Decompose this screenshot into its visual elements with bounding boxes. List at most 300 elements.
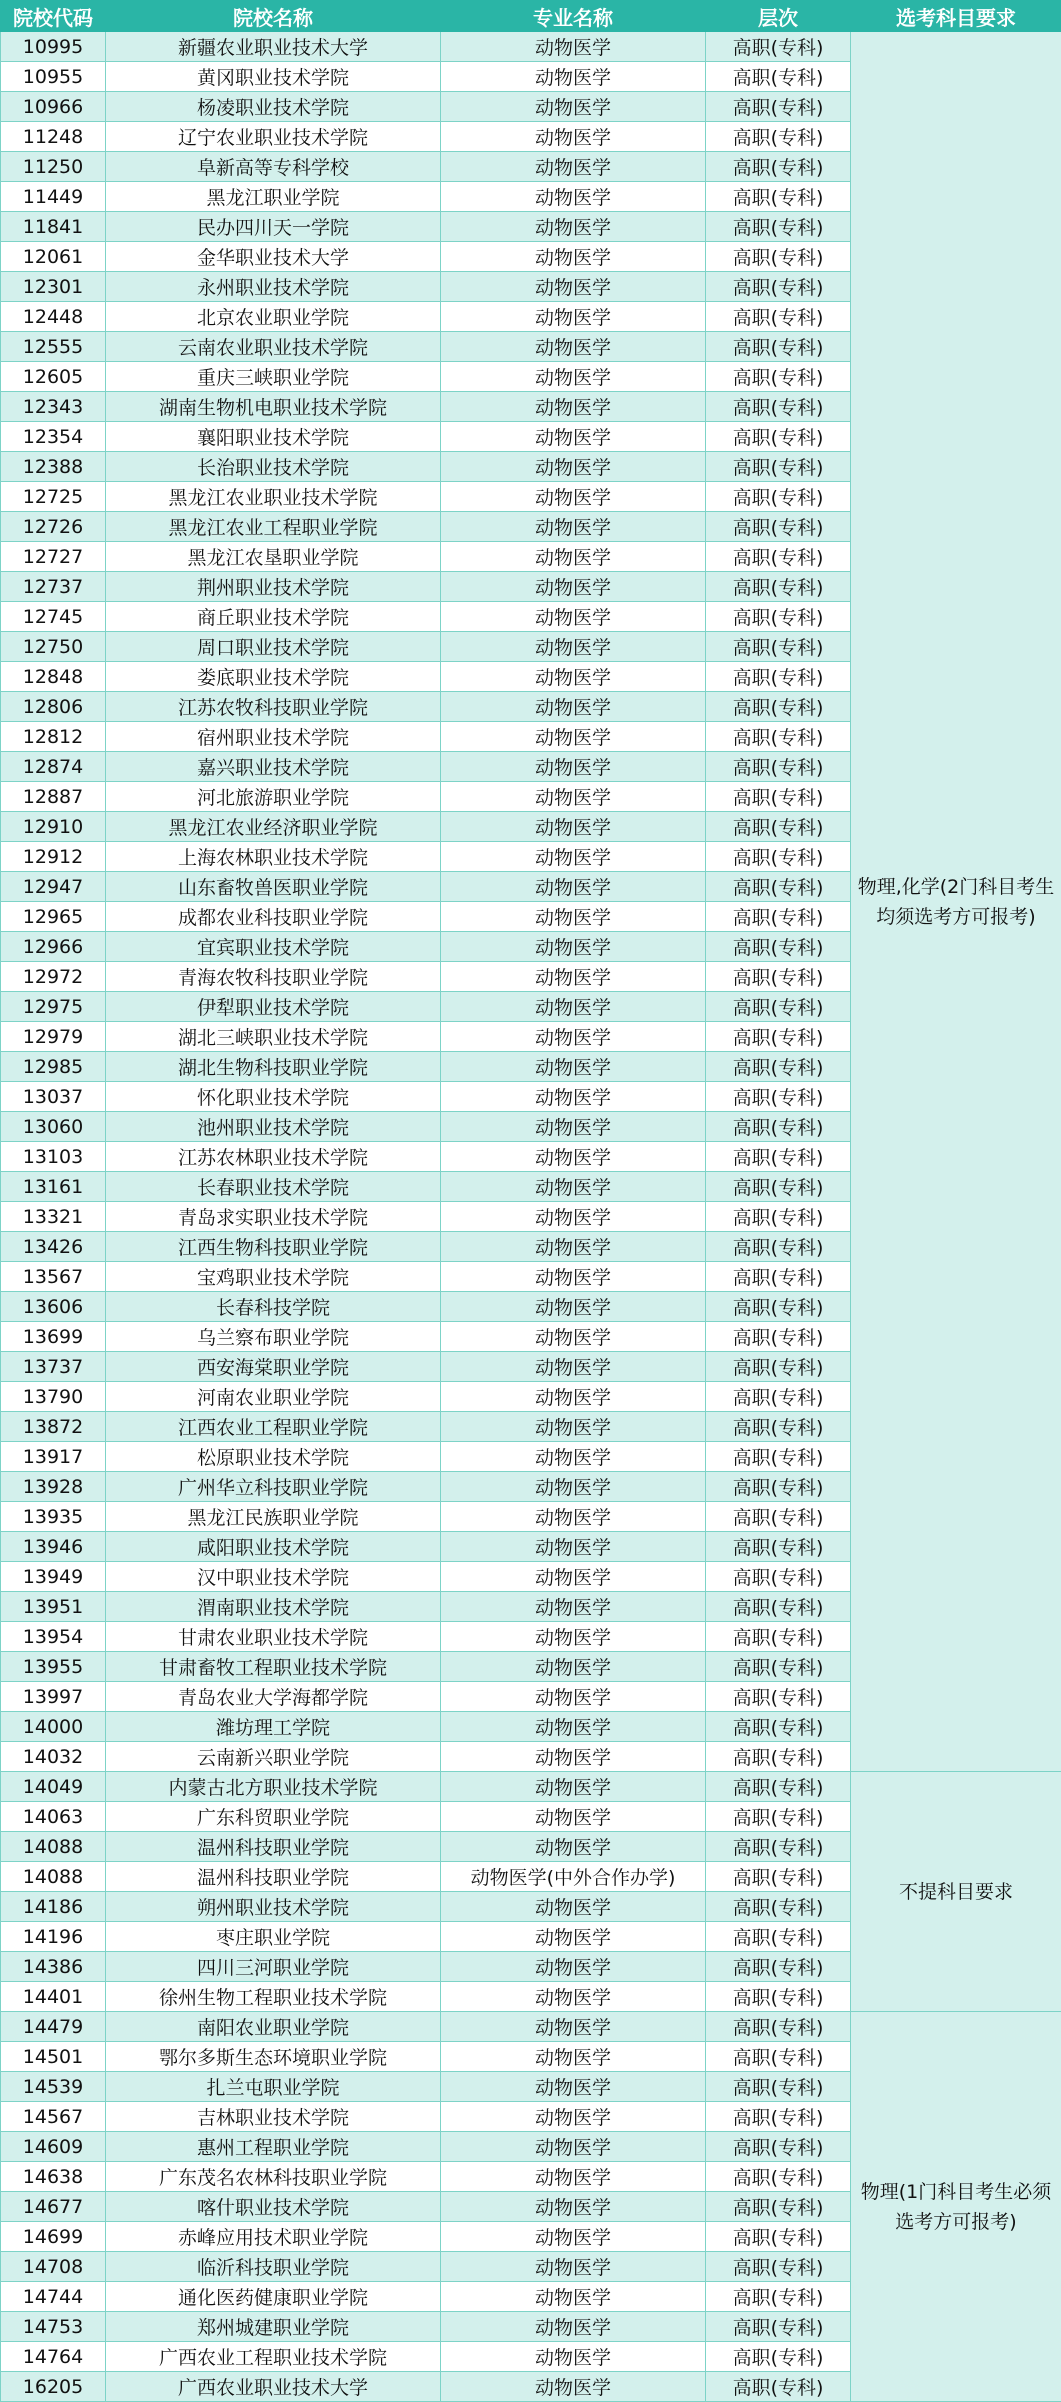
cell-level: 高职(专科) (706, 2012, 851, 2042)
cell-school-code: 13928 (1, 1472, 106, 1502)
cell-school-code: 13951 (1, 1592, 106, 1622)
cell-level: 高职(专科) (706, 2342, 851, 2372)
cell-school-code: 12972 (1, 962, 106, 992)
cell-school-name: 北京农业职业学院 (106, 302, 441, 332)
cell-school-name: 民办四川天一学院 (106, 212, 441, 242)
cell-level: 高职(专科) (706, 812, 851, 842)
cell-level: 高职(专科) (706, 1502, 851, 1532)
cell-major-name: 动物医学 (441, 1502, 706, 1532)
cell-school-code: 14032 (1, 1742, 106, 1772)
cell-school-name: 湖南生物机电职业技术学院 (106, 392, 441, 422)
cell-major-name: 动物医学 (441, 1412, 706, 1442)
cell-school-code: 14000 (1, 1712, 106, 1742)
cell-school-code: 10955 (1, 62, 106, 92)
cell-school-code: 12912 (1, 842, 106, 872)
cell-level: 高职(专科) (706, 2102, 851, 2132)
cell-major-name: 动物医学 (441, 2222, 706, 2252)
cell-major-name: 动物医学 (441, 212, 706, 242)
cell-school-code: 14063 (1, 1802, 106, 1832)
cell-level: 高职(专科) (706, 512, 851, 542)
cell-school-code: 12965 (1, 902, 106, 932)
cell-major-name: 动物医学 (441, 1772, 706, 1802)
cell-level: 高职(专科) (706, 692, 851, 722)
cell-school-code: 14501 (1, 2042, 106, 2072)
cell-school-name: 荆州职业技术学院 (106, 572, 441, 602)
cell-major-name: 动物医学 (441, 1322, 706, 1352)
cell-school-name: 松原职业技术学院 (106, 1442, 441, 1472)
cell-school-name: 黑龙江农垦职业学院 (106, 542, 441, 572)
cell-school-name: 宜宾职业技术学院 (106, 932, 441, 962)
cell-major-name: 动物医学 (441, 2042, 706, 2072)
cell-level: 高职(专科) (706, 1382, 851, 1412)
cell-major-name: 动物医学 (441, 1712, 706, 1742)
cell-school-name: 枣庄职业学院 (106, 1922, 441, 1952)
cell-major-name: 动物医学 (441, 1652, 706, 1682)
cell-school-name: 永州职业技术学院 (106, 272, 441, 302)
cell-level: 高职(专科) (706, 1292, 851, 1322)
cell-major-name: 动物医学 (441, 2192, 706, 2222)
cell-level: 高职(专科) (706, 2132, 851, 2162)
cell-level: 高职(专科) (706, 902, 851, 932)
cell-school-code: 13060 (1, 1112, 106, 1142)
cell-school-name: 潍坊理工学院 (106, 1712, 441, 1742)
cell-school-name: 汉中职业技术学院 (106, 1562, 441, 1592)
cell-level: 高职(专科) (706, 2162, 851, 2192)
cell-school-code: 14088 (1, 1862, 106, 1892)
cell-school-name: 成都农业科技职业学院 (106, 902, 441, 932)
cell-school-name: 扎兰屯职业学院 (106, 2072, 441, 2102)
table-body (1, 32, 1061, 2402)
cell-subject-requirement: 物理,化学(2门科目考生均须选考方可报考) (851, 32, 1061, 1772)
cell-school-code: 12725 (1, 482, 106, 512)
cell-major-name: 动物医学 (441, 2012, 706, 2042)
cell-school-name: 内蒙古北方职业技术学院 (106, 1772, 441, 1802)
cell-school-name: 广州华立科技职业学院 (106, 1472, 441, 1502)
cell-major-name: 动物医学 (441, 752, 706, 782)
header-major-name: 专业名称 (441, 1, 706, 32)
cell-school-code: 13426 (1, 1232, 106, 1262)
header-row (1, 1, 1061, 32)
cell-school-name: 江苏农牧科技职业学院 (106, 692, 441, 722)
cell-school-code: 12605 (1, 362, 106, 392)
cell-school-name: 湖北生物科技职业学院 (106, 1052, 441, 1082)
cell-level: 高职(专科) (706, 62, 851, 92)
cell-school-name: 怀化职业技术学院 (106, 1082, 441, 1112)
cell-school-code: 14753 (1, 2312, 106, 2342)
cell-level: 高职(专科) (706, 1112, 851, 1142)
cell-level: 高职(专科) (706, 1952, 851, 1982)
cell-level: 高职(专科) (706, 2312, 851, 2342)
cell-school-name: 青海农牧科技职业学院 (106, 962, 441, 992)
cell-level: 高职(专科) (706, 212, 851, 242)
cell-major-name: 动物医学 (441, 1802, 706, 1832)
cell-school-code: 12966 (1, 932, 106, 962)
cell-level: 高职(专科) (706, 1832, 851, 1862)
cell-major-name: 动物医学 (441, 782, 706, 812)
cell-level: 高职(专科) (706, 1532, 851, 1562)
cell-major-name: 动物医学 (441, 1832, 706, 1862)
cell-school-name: 云南新兴职业学院 (106, 1742, 441, 1772)
cell-school-name: 徐州生物工程职业技术学院 (106, 1982, 441, 2012)
cell-school-code: 12979 (1, 1022, 106, 1052)
cell-school-code: 12555 (1, 332, 106, 362)
cell-major-name: 动物医学 (441, 452, 706, 482)
cell-major-name: 动物医学 (441, 2282, 706, 2312)
table-row (1, 32, 1061, 62)
cell-major-name: 动物医学 (441, 962, 706, 992)
cell-school-code: 14638 (1, 2162, 106, 2192)
cell-major-name: 动物医学 (441, 812, 706, 842)
cell-school-code: 12061 (1, 242, 106, 272)
cell-school-code: 13161 (1, 1172, 106, 1202)
cell-school-name: 新疆农业职业技术大学 (106, 32, 441, 62)
cell-major-name: 动物医学 (441, 392, 706, 422)
cell-major-name: 动物医学 (441, 902, 706, 932)
cell-level: 高职(专科) (706, 1862, 851, 1892)
cell-school-code: 14186 (1, 1892, 106, 1922)
cell-school-code: 14708 (1, 2252, 106, 2282)
table-row (1, 2012, 1061, 2042)
cell-school-name: 通化医药健康职业学院 (106, 2282, 441, 2312)
cell-school-code: 13955 (1, 1652, 106, 1682)
cell-school-name: 娄底职业技术学院 (106, 662, 441, 692)
cell-school-code: 13872 (1, 1412, 106, 1442)
cell-school-name: 温州科技职业学院 (106, 1832, 441, 1862)
cell-school-code: 12975 (1, 992, 106, 1022)
cell-level: 高职(专科) (706, 1082, 851, 1112)
cell-school-name: 长治职业技术学院 (106, 452, 441, 482)
cell-school-name: 黑龙江民族职业学院 (106, 1502, 441, 1532)
cell-major-name: 动物医学 (441, 272, 706, 302)
cell-level: 高职(专科) (706, 422, 851, 452)
cell-level: 高职(专科) (706, 662, 851, 692)
cell-school-code: 12301 (1, 272, 106, 302)
cell-school-name: 宿州职业技术学院 (106, 722, 441, 752)
cell-school-code: 12887 (1, 782, 106, 812)
cell-school-name: 渭南职业技术学院 (106, 1592, 441, 1622)
cell-school-name: 喀什职业技术学院 (106, 2192, 441, 2222)
cell-school-name: 临沂科技职业学院 (106, 2252, 441, 2282)
cell-school-code: 12806 (1, 692, 106, 722)
cell-level: 高职(专科) (706, 2222, 851, 2252)
cell-level: 高职(专科) (706, 1352, 851, 1382)
cell-major-name: 动物医学 (441, 1142, 706, 1172)
cell-school-code: 13606 (1, 1292, 106, 1322)
cell-school-name: 西安海棠职业学院 (106, 1352, 441, 1382)
cell-level: 高职(专科) (706, 542, 851, 572)
cell-school-code: 12874 (1, 752, 106, 782)
cell-school-code: 14609 (1, 2132, 106, 2162)
cell-school-name: 商丘职业技术学院 (106, 602, 441, 632)
cell-level: 高职(专科) (706, 1172, 851, 1202)
cell-major-name: 动物医学 (441, 1982, 706, 2012)
cell-school-name: 南阳农业职业学院 (106, 2012, 441, 2042)
cell-major-name: 动物医学 (441, 1172, 706, 1202)
cell-major-name: 动物医学 (441, 602, 706, 632)
cell-major-name: 动物医学 (441, 242, 706, 272)
cell-level: 高职(专科) (706, 362, 851, 392)
cell-level: 高职(专科) (706, 1052, 851, 1082)
cell-school-name: 长春科技学院 (106, 1292, 441, 1322)
cell-school-name: 黄冈职业技术学院 (106, 62, 441, 92)
cell-level: 高职(专科) (706, 2282, 851, 2312)
cell-major-name: 动物医学 (441, 2102, 706, 2132)
cell-level: 高职(专科) (706, 1142, 851, 1172)
cell-school-code: 14479 (1, 2012, 106, 2042)
cell-level: 高职(专科) (706, 2042, 851, 2072)
cell-school-name: 上海农林职业技术学院 (106, 842, 441, 872)
cell-major-name: 动物医学 (441, 1922, 706, 1952)
cell-school-code: 13935 (1, 1502, 106, 1532)
cell-level: 高职(专科) (706, 782, 851, 812)
cell-major-name: 动物医学 (441, 302, 706, 332)
cell-level: 高职(专科) (706, 992, 851, 1022)
cell-level: 高职(专科) (706, 182, 851, 212)
cell-level: 高职(专科) (706, 1982, 851, 2012)
cell-level: 高职(专科) (706, 122, 851, 152)
cell-level: 高职(专科) (706, 632, 851, 662)
cell-school-name: 赤峰应用技术职业学院 (106, 2222, 441, 2252)
cell-level: 高职(专科) (706, 2192, 851, 2222)
cell-school-name: 河北旅游职业学院 (106, 782, 441, 812)
cell-school-name: 甘肃农业职业技术学院 (106, 1622, 441, 1652)
cell-school-name: 伊犁职业技术学院 (106, 992, 441, 1022)
cell-level: 高职(专科) (706, 1652, 851, 1682)
cell-school-code: 14088 (1, 1832, 106, 1862)
cell-school-code: 10995 (1, 32, 106, 62)
cell-school-code: 12354 (1, 422, 106, 452)
cell-major-name: 动物医学 (441, 1262, 706, 1292)
cell-level: 高职(专科) (706, 152, 851, 182)
cell-school-name: 嘉兴职业技术学院 (106, 752, 441, 782)
cell-school-name: 青岛求实职业技术学院 (106, 1202, 441, 1232)
cell-major-name: 动物医学 (441, 1562, 706, 1592)
cell-school-name: 江苏农林职业技术学院 (106, 1142, 441, 1172)
cell-school-name: 黑龙江农业经济职业学院 (106, 812, 441, 842)
cell-major-name: 动物医学 (441, 932, 706, 962)
cell-school-code: 14049 (1, 1772, 106, 1802)
cell-major-name: 动物医学 (441, 1472, 706, 1502)
cell-major-name: 动物医学(中外合作办学) (441, 1862, 706, 1892)
cell-school-code: 12727 (1, 542, 106, 572)
cell-major-name: 动物医学 (441, 1232, 706, 1262)
header-level: 层次 (706, 1, 851, 32)
cell-level: 高职(专科) (706, 1232, 851, 1262)
cell-school-code: 13997 (1, 1682, 106, 1712)
cell-level: 高职(专科) (706, 962, 851, 992)
cell-school-code: 13946 (1, 1532, 106, 1562)
cell-school-name: 河南农业职业学院 (106, 1382, 441, 1412)
cell-major-name: 动物医学 (441, 182, 706, 212)
cell-school-name: 长春职业技术学院 (106, 1172, 441, 1202)
cell-school-name: 重庆三峡职业学院 (106, 362, 441, 392)
cell-major-name: 动物医学 (441, 362, 706, 392)
cell-level: 高职(专科) (706, 242, 851, 272)
cell-major-name: 动物医学 (441, 482, 706, 512)
cell-major-name: 动物医学 (441, 992, 706, 1022)
cell-school-code: 12812 (1, 722, 106, 752)
cell-school-code: 12745 (1, 602, 106, 632)
cell-school-code: 13954 (1, 1622, 106, 1652)
cell-major-name: 动物医学 (441, 2312, 706, 2342)
cell-major-name: 动物医学 (441, 1952, 706, 1982)
cell-school-name: 青岛农业大学海都学院 (106, 1682, 441, 1712)
cell-level: 高职(专科) (706, 722, 851, 752)
cell-school-code: 12448 (1, 302, 106, 332)
cell-major-name: 动物医学 (441, 572, 706, 602)
cell-level: 高职(专科) (706, 1442, 851, 1472)
cell-school-code: 14386 (1, 1952, 106, 1982)
cell-level: 高职(专科) (706, 1412, 851, 1442)
cell-school-code: 13917 (1, 1442, 106, 1472)
cell-school-name: 温州科技职业学院 (106, 1862, 441, 1892)
cell-level: 高职(专科) (706, 1772, 851, 1802)
cell-major-name: 动物医学 (441, 542, 706, 572)
cell-school-code: 14764 (1, 2342, 106, 2372)
cell-level: 高职(专科) (706, 842, 851, 872)
cell-major-name: 动物医学 (441, 2072, 706, 2102)
cell-major-name: 动物医学 (441, 1382, 706, 1412)
cell-school-name: 乌兰察布职业学院 (106, 1322, 441, 1352)
cell-school-name: 江西生物科技职业学院 (106, 1232, 441, 1262)
cell-school-code: 13103 (1, 1142, 106, 1172)
cell-school-code: 14196 (1, 1922, 106, 1952)
cell-school-code: 11841 (1, 212, 106, 242)
cell-major-name: 动物医学 (441, 62, 706, 92)
cell-subject-requirement: 物理(1门科目考生必须选考方可报考) (851, 2012, 1061, 2402)
cell-school-code: 12737 (1, 572, 106, 602)
cell-school-code: 11449 (1, 182, 106, 212)
cell-school-name: 金华职业技术大学 (106, 242, 441, 272)
cell-school-name: 襄阳职业技术学院 (106, 422, 441, 452)
cell-level: 高职(专科) (706, 1322, 851, 1352)
cell-subject-requirement: 不提科目要求 (851, 1772, 1061, 2012)
cell-major-name: 动物医学 (441, 122, 706, 152)
cell-level: 高职(专科) (706, 1202, 851, 1232)
cell-school-code: 11248 (1, 122, 106, 152)
cell-level: 高职(专科) (706, 932, 851, 962)
cell-school-code: 13037 (1, 1082, 106, 1112)
cell-level: 高职(专科) (706, 302, 851, 332)
cell-school-name: 广东科贸职业学院 (106, 1802, 441, 1832)
table-row (1, 1772, 1061, 1802)
cell-major-name: 动物医学 (441, 2342, 706, 2372)
cell-school-code: 12848 (1, 662, 106, 692)
cell-level: 高职(专科) (706, 1892, 851, 1922)
cell-school-code: 14567 (1, 2102, 106, 2132)
cell-school-name: 阜新高等专科学校 (106, 152, 441, 182)
cell-level: 高职(专科) (706, 32, 851, 62)
cell-major-name: 动物医学 (441, 512, 706, 542)
cell-school-name: 鄂尔多斯生态环境职业学院 (106, 2042, 441, 2072)
cell-major-name: 动物医学 (441, 1292, 706, 1322)
cell-major-name: 动物医学 (441, 692, 706, 722)
cell-school-code: 13567 (1, 1262, 106, 1292)
cell-school-code: 13321 (1, 1202, 106, 1232)
cell-school-code: 12388 (1, 452, 106, 482)
cell-school-code: 12910 (1, 812, 106, 842)
cell-major-name: 动物医学 (441, 332, 706, 362)
cell-school-name: 周口职业技术学院 (106, 632, 441, 662)
cell-level: 高职(专科) (706, 1742, 851, 1772)
cell-school-name: 朔州职业技术学院 (106, 1892, 441, 1922)
cell-school-name: 黑龙江职业学院 (106, 182, 441, 212)
cell-school-name: 广西农业职业技术大学 (106, 2372, 441, 2402)
cell-level: 高职(专科) (706, 1712, 851, 1742)
cell-major-name: 动物医学 (441, 32, 706, 62)
cell-major-name: 动物医学 (441, 1742, 706, 1772)
cell-school-code: 12947 (1, 872, 106, 902)
cell-level: 高职(专科) (706, 1802, 851, 1832)
cell-major-name: 动物医学 (441, 1202, 706, 1232)
cell-school-code: 13699 (1, 1322, 106, 1352)
cell-major-name: 动物医学 (441, 152, 706, 182)
cell-major-name: 动物医学 (441, 92, 706, 122)
cell-level: 高职(专科) (706, 1922, 851, 1952)
cell-level: 高职(专科) (706, 752, 851, 782)
cell-school-code: 14677 (1, 2192, 106, 2222)
cell-school-name: 湖北三峡职业技术学院 (106, 1022, 441, 1052)
cell-major-name: 动物医学 (441, 722, 706, 752)
cell-level: 高职(专科) (706, 332, 851, 362)
cell-level: 高职(专科) (706, 2072, 851, 2102)
cell-school-code: 13790 (1, 1382, 106, 1412)
cell-major-name: 动物医学 (441, 842, 706, 872)
cell-major-name: 动物医学 (441, 1352, 706, 1382)
cell-major-name: 动物医学 (441, 1892, 706, 1922)
cell-school-name: 池州职业技术学院 (106, 1112, 441, 1142)
cell-major-name: 动物医学 (441, 1112, 706, 1142)
cell-school-code: 13737 (1, 1352, 106, 1382)
cell-level: 高职(专科) (706, 92, 851, 122)
cell-school-code: 12985 (1, 1052, 106, 1082)
cell-major-name: 动物医学 (441, 1622, 706, 1652)
cell-major-name: 动物医学 (441, 1532, 706, 1562)
cell-school-name: 杨凌职业技术学院 (106, 92, 441, 122)
cell-major-name: 动物医学 (441, 2132, 706, 2162)
cell-level: 高职(专科) (706, 1262, 851, 1292)
cell-level: 高职(专科) (706, 1682, 851, 1712)
cell-school-name: 辽宁农业职业技术学院 (106, 122, 441, 152)
cell-school-code: 12750 (1, 632, 106, 662)
cell-major-name: 动物医学 (441, 662, 706, 692)
cell-school-code: 13949 (1, 1562, 106, 1592)
header-school-name: 院校名称 (106, 1, 441, 32)
cell-school-code: 12726 (1, 512, 106, 542)
cell-school-code: 14539 (1, 2072, 106, 2102)
cell-major-name: 动物医学 (441, 872, 706, 902)
cell-level: 高职(专科) (706, 2372, 851, 2402)
cell-level: 高职(专科) (706, 1562, 851, 1592)
cell-major-name: 动物医学 (441, 422, 706, 452)
cell-level: 高职(专科) (706, 1472, 851, 1502)
cell-school-code: 16205 (1, 2372, 106, 2402)
cell-major-name: 动物医学 (441, 1082, 706, 1112)
cell-school-name: 宝鸡职业技术学院 (106, 1262, 441, 1292)
cell-major-name: 动物医学 (441, 2372, 706, 2402)
cell-level: 高职(专科) (706, 572, 851, 602)
header-subject-requirement: 选考科目要求 (851, 1, 1061, 32)
cell-school-name: 四川三河职业学院 (106, 1952, 441, 1982)
cell-school-name: 郑州城建职业学院 (106, 2312, 441, 2342)
cell-school-code: 11250 (1, 152, 106, 182)
cell-level: 高职(专科) (706, 602, 851, 632)
cell-level: 高职(专科) (706, 392, 851, 422)
cell-major-name: 动物医学 (441, 1442, 706, 1472)
cell-school-name: 云南农业职业技术学院 (106, 332, 441, 362)
cell-school-code: 14401 (1, 1982, 106, 2012)
cell-major-name: 动物医学 (441, 1052, 706, 1082)
